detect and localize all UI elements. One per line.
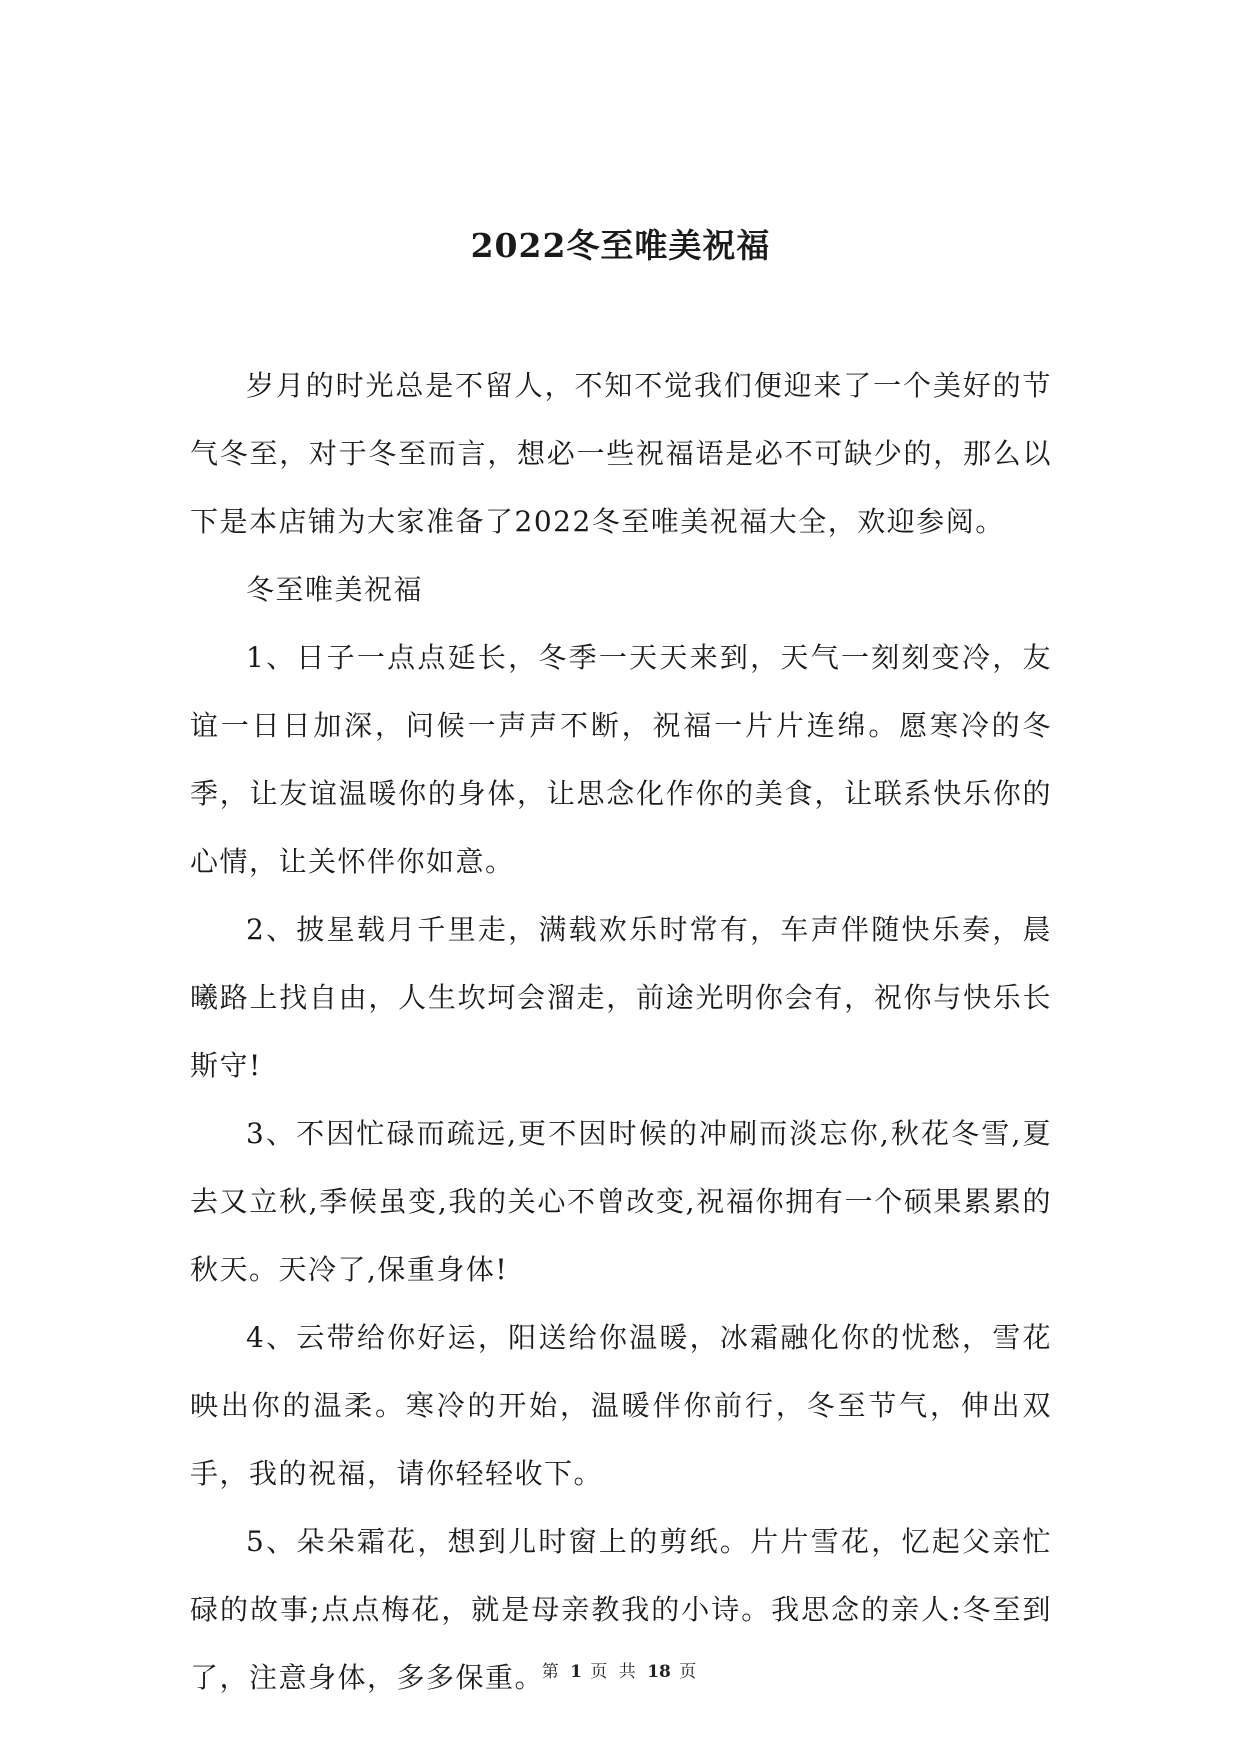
blessing-paragraph-2: 2、披星载月千里走，满载欢乐时常有，车声伴随快乐奏，晨曦路上找自由，人生坎坷会溜走，前途光明你会有，祝你与快乐长斯守! [190,913,1052,1082]
blessing-paragraph-3: 3、不因忙碌而疏远,更不因时候的冲刷而淡忘你,秋花冬雪,夏去又立秋,季候虽变,我的关心不曾改变,祝福你拥有一个硕果累累的秋天。天冷了,保重身体! [190,1117,1052,1286]
document-title: 2022冬至唯美祝福 [470,226,771,265]
intro-paragraph: 岁月的时光总是不留人，不知不觉我们便迎来了一个美好的节气冬至，对于冬至而言，想必一些祝福语是必不可缺少的，那么以下是本店铺为大家准备了2022冬至唯美祝福大全，欢迎参阅。 [190,369,1052,538]
footer-suffix: 页 [679,1662,700,1682]
section-heading: 冬至唯美祝福 [246,573,424,606]
page-footer [0,1660,1241,1684]
blessing-paragraph-5: 5、朵朵霜花，想到儿时窗上的剪纸。片片雪花，忆起父亲忙碌的故事;点点梅花，就是母亲教我的小诗。我思念的亲人:冬至到了，注意身体，多多保重。 [190,1525,1052,1694]
total-page-count: 18 [647,1662,671,1682]
blessing-paragraph-1: 1、日子一点点延长，冬季一天天来到，天气一刻刻变冷，友谊一日日加深，问候一声声不断，祝福一片片连绵。愿寒冷的冬季，让友谊温暖你的身体，让思念化作你的美食，让联系快乐你的心情，让关怀伴你如意。 [190,641,1052,878]
footer-middle: 页 共 [590,1662,639,1682]
current-page-number: 1 [570,1662,582,1682]
footer-prefix: 第 [541,1662,562,1682]
blessing-paragraph-4: 4、云带给你好运，阳送给你温暖，冰霜融化你的忧愁，雪花映出你的温柔。寒冷的开始，温暖伴你前行，冬至节气，伸出双手，我的祝福，请你轻轻收下。 [190,1321,1052,1490]
document-body [190,352,1052,1712]
